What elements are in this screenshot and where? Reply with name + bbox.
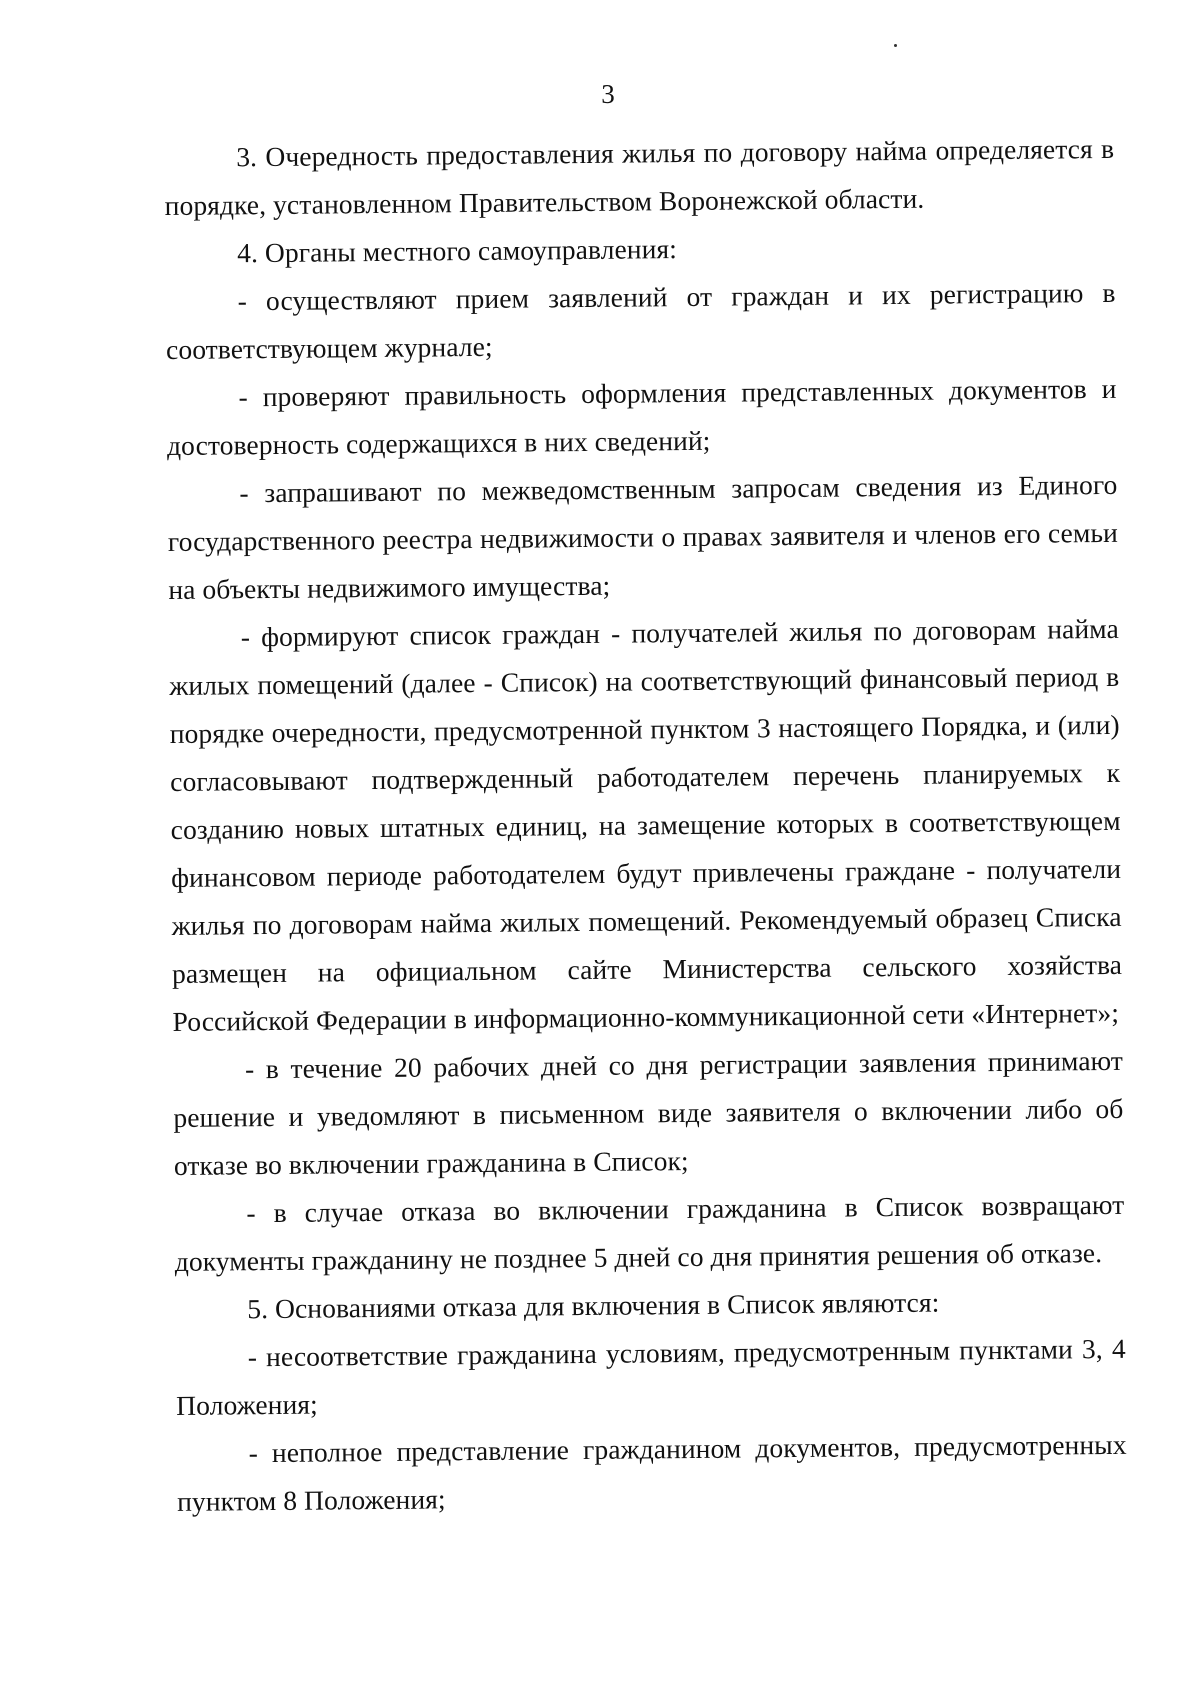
paragraph-bullet-request-registry: - запрашивают по межведомственным запросам сведения из Единого государственного реестра недвижимости о правах заявителя и членов его семьи на объекты недвижимого имущества;: [167, 468, 1119, 605]
paragraph-item-5-heading: 5. Основаниями отказа для включения в Список являются:: [247, 1286, 940, 1325]
paragraph-bullet-noncompliance: - несоответствие гражданина условиям, предусмотренным пунктами 3, 4 Положения;: [176, 1332, 1126, 1421]
paragraph-bullet-incomplete-documents: - неполное представление гражданином документов, предусмотренных пунктом 8 Положения;: [176, 1428, 1127, 1517]
paragraph-item-3-queue: 3. Очередность предоставления жилья по договору найма определяется в порядке, установленном Правительством Воронежской области.: [164, 132, 1115, 221]
page-number: 3: [601, 79, 615, 109]
paragraph-bullet-return-documents: - в случае отказа во включении гражданина в Список возвращают документы гражданину не позднее 5 дней со дня принятия решения об отказе.: [174, 1188, 1125, 1277]
document-body: [164, 125, 1127, 1526]
paragraph-bullet-form-list: - формируют список граждан - получателей жилья по договорам найма жилых помещений (далее - Список) на соответствующий финансовый период в порядке очередности, предусмотренной пунктом 3 настоящего Порядка, и (или) согласовывают подтвержденный работодателем перечень планируемых к созданию новых штатных единиц, на замещение которых в соответствующем финансовом периоде работодателем будут привлечены граждане - получатели жилья по договорам найма жилых помещений. Рекомендуемый образец Списка размещен на официальном сайте Министерства сельского хозяйства Российской Федерации в информационно-коммуникационной сети «Интернет»;: [169, 612, 1123, 1037]
scan-artifact-dot: [894, 44, 897, 47]
paragraph-bullet-verify-documents: - проверяют правильность оформления представленных документов и достоверность содержащихся в них сведений;: [166, 372, 1117, 461]
paragraph-item-4-heading: 4. Органы местного самоуправления:: [236, 233, 678, 269]
paragraph-bullet-accept-applications: - осуществляют прием заявлений от граждан и их регистрацию в соответствующем журнале;: [165, 276, 1116, 365]
paragraph-bullet-decision-20-days: - в течение 20 рабочих дней со дня регистрации заявления принимают решение и уведомляют в письменном виде заявителя о включении либо об отказе во включении гражданина в Список;: [173, 1044, 1124, 1181]
